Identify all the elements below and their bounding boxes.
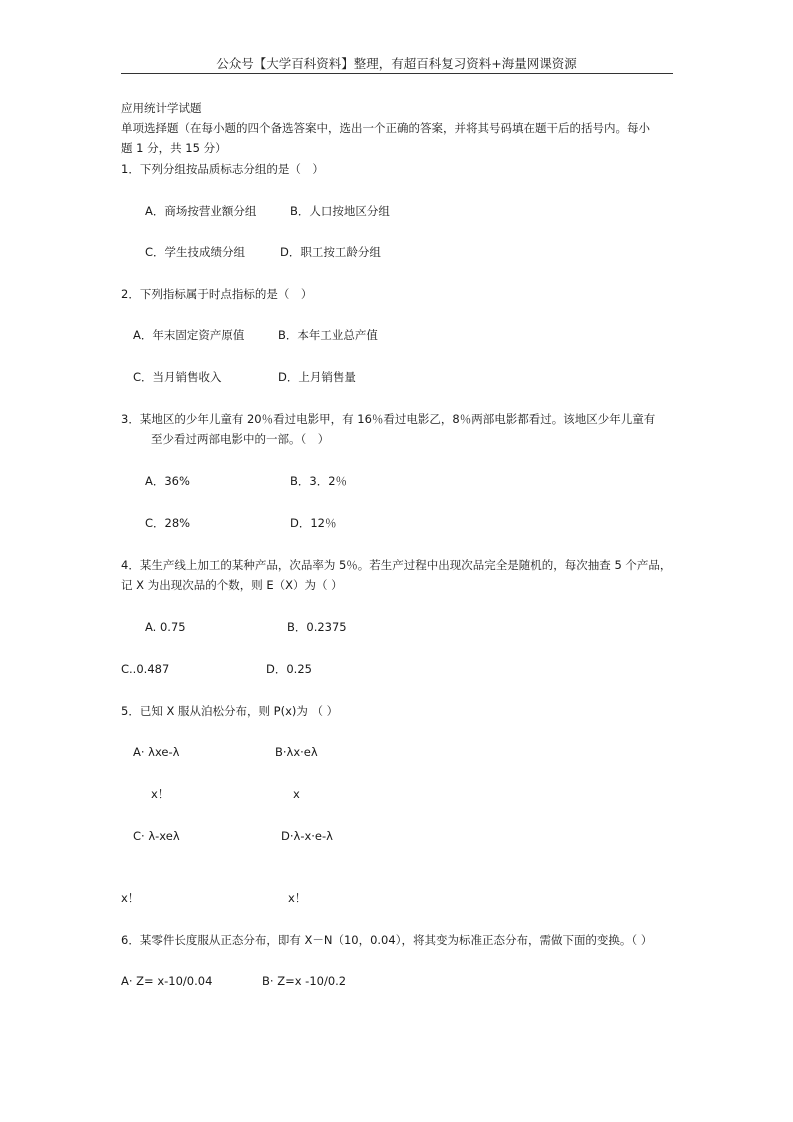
q4-stem-line-1: 4．某生产线上加工的某种产品，次品率为 5％。若生产过程中出现次品完全是随机的，每次抽查 5 个产品， bbox=[121, 558, 672, 572]
q2-option-b: B．本年工业总产值 bbox=[278, 328, 378, 342]
q5-stem: 5．已知 X 服从泊松分布，则 P(x)为 （ ） bbox=[121, 704, 339, 718]
q3-option-c: C．28% bbox=[145, 516, 191, 530]
q3-stem-line-2: 至少看过两部电影中的一部。（ ） bbox=[151, 432, 330, 446]
q5-option-c: C· λ-xeλ bbox=[133, 829, 180, 843]
doc-title: 应用统计学试题 bbox=[121, 101, 202, 115]
q1-option-c: C．学生技成绩分组 bbox=[145, 245, 246, 259]
q5-option-c-denominator: x！ bbox=[121, 891, 140, 905]
q1-option-d: D．职工按工龄分组 bbox=[280, 245, 381, 259]
q5-option-a: A· λxe-λ bbox=[133, 745, 180, 759]
q5-option-b: B·λx·eλ bbox=[275, 745, 318, 759]
q4-option-b: B．0.2375 bbox=[287, 620, 347, 634]
q3-option-a: A．36% bbox=[145, 474, 190, 488]
q6-option-b: B· Z=x -10/0.2 bbox=[262, 974, 347, 988]
q1-option-b: B．人口按地区分组 bbox=[290, 204, 390, 218]
instructions-line-1: 单项选择题（在每小题的四个备选答案中，选出一个正确的答案，并将其号码填在题干后的括号内。每小 bbox=[121, 121, 650, 135]
q4-option-a: A. 0.75 bbox=[145, 620, 186, 634]
q3-option-d: D．12％ bbox=[290, 516, 337, 530]
q2-option-a: A．年末固定资产原值 bbox=[133, 328, 245, 342]
q4-option-c: C..0.487 bbox=[121, 662, 170, 676]
q5-option-d-denominator: x！ bbox=[288, 891, 307, 905]
q4-option-d: D．0.25 bbox=[266, 662, 312, 676]
q5-option-d: D·λ-x·e-λ bbox=[281, 829, 333, 843]
header-divider bbox=[121, 73, 673, 74]
q1-option-a: A．商场按营业额分组 bbox=[145, 204, 257, 218]
q6-stem: 6．某零件长度服从正态分布，即有 X－N（10，0.04），将其变为标准正态分布，需做下面的变换。（ ） bbox=[121, 933, 653, 947]
q1-stem: 1．下列分组按品质标志分组的是（ ） bbox=[121, 162, 324, 176]
q2-stem: 2．下列指标属于时点指标的是（ ） bbox=[121, 287, 313, 301]
q3-option-b: B．3．2％ bbox=[290, 474, 348, 488]
q4-stem-line-2: 记 X 为出现次品的个数，则 E（X）为（ ） bbox=[121, 578, 343, 592]
instructions-line-2: 题 1 分，共 15 分） bbox=[121, 141, 227, 155]
q6-option-a: A· Z= x-10/0.04 bbox=[121, 974, 213, 988]
q2-option-d: D．上月销售量 bbox=[278, 370, 356, 384]
q3-stem-line-1: 3．某地区的少年儿童有 20％看过电影甲，有 16％看过电影乙，8％两部电影都看过。该地区少年儿童有 bbox=[121, 412, 656, 426]
q2-option-c: C．当月销售收入 bbox=[133, 370, 222, 384]
page-header: 公众号【大学百科资料】整理，有超百科复习资料+海量网课资源 bbox=[216, 56, 577, 71]
q5-option-a-denominator: x！ bbox=[151, 787, 170, 801]
q5-option-b-denominator: x bbox=[293, 787, 300, 801]
